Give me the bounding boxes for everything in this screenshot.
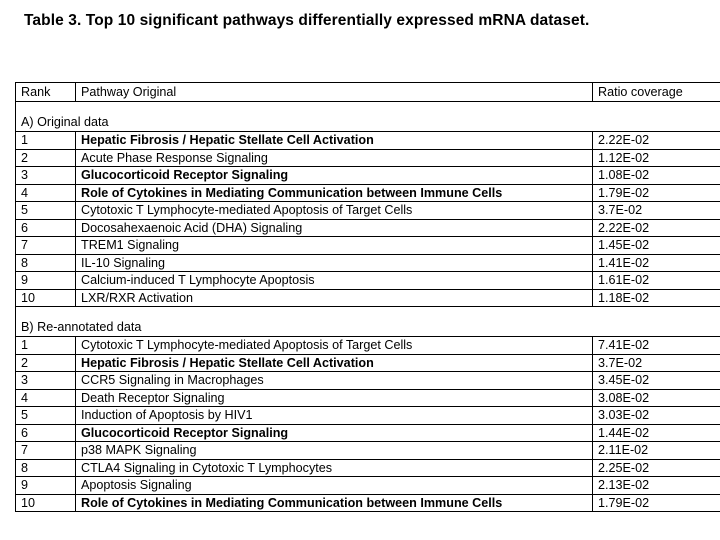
table-row [16,254,720,272]
reannotated-data-section-label: B) Re-annotated data [16,319,720,337]
pathway-cell: Glucocorticoid Receptor Signaling [76,424,593,442]
pathway-cell: TREM1 Signaling [76,237,593,255]
rank-cell: 8 [16,459,76,477]
rank-cell: 10 [16,289,76,307]
ratio-cell: 1.18E-02 [593,289,720,307]
pathways-table [15,82,720,512]
table-row [16,202,720,220]
pathway-cell: Acute Phase Response Signaling [76,149,593,167]
pathway-cell: Calcium-induced T Lymphocyte Apoptosis [76,272,593,290]
ratio-cell: 7.41E-02 [593,337,720,355]
table-row [16,272,720,290]
ratio-cell: 1.79E-02 [593,184,720,202]
pathway-cell: Role of Cytokines in Mediating Communication between Immune Cells [76,494,593,512]
table-row [16,167,720,185]
spacer-cell [16,102,720,115]
table-row [16,354,720,372]
table-row [16,132,720,150]
ratio-cell: 2.25E-02 [593,459,720,477]
rank-cell: 7 [16,237,76,255]
header-pathway: Pathway Original [76,83,593,102]
pathway-cell: Induction of Apoptosis by HIV1 [76,407,593,425]
table-row [16,184,720,202]
table-row [16,442,720,460]
ratio-cell: 2.13E-02 [593,477,720,495]
header-ratio: Ratio coverage [593,83,720,102]
original-data-section-row [16,114,720,132]
table-row [16,337,720,355]
rank-cell: 7 [16,442,76,460]
rank-cell: 2 [16,149,76,167]
pathway-cell: Role of Cytokines in Mediating Communication between Immune Cells [76,184,593,202]
rank-cell: 6 [16,424,76,442]
rank-cell: 2 [16,354,76,372]
table-row [16,477,720,495]
ratio-cell: 3.03E-02 [593,407,720,425]
pathway-cell: Docosahexaenoic Acid (DHA) Signaling [76,219,593,237]
table-row [16,372,720,390]
rank-cell: 3 [16,167,76,185]
spacer-cell [16,307,720,320]
ratio-cell: 2.11E-02 [593,442,720,460]
pathway-cell: CCR5 Signaling in Macrophages [76,372,593,390]
table-row [16,459,720,477]
ratio-cell: 2.22E-02 [593,219,720,237]
ratio-cell: 1.41E-02 [593,254,720,272]
table-row [16,424,720,442]
table-row [16,494,720,512]
rank-cell: 6 [16,219,76,237]
pathway-cell: Cytotoxic T Lymphocyte-mediated Apoptosis of Target Cells [76,337,593,355]
ratio-cell: 3.45E-02 [593,372,720,390]
ratio-cell: 1.44E-02 [593,424,720,442]
rank-cell: 9 [16,272,76,290]
rank-cell: 1 [16,337,76,355]
pathway-cell: Hepatic Fibrosis / Hepatic Stellate Cell Activation [76,132,593,150]
table-row [16,219,720,237]
rank-cell: 1 [16,132,76,150]
ratio-cell: 3.08E-02 [593,389,720,407]
table-row [16,407,720,425]
table-row [16,149,720,167]
table-row [16,289,720,307]
ratio-cell: 1.79E-02 [593,494,720,512]
table-body [16,83,720,512]
pathway-cell: Apoptosis Signaling [76,477,593,495]
pathway-cell: Death Receptor Signaling [76,389,593,407]
rank-cell: 3 [16,372,76,390]
pathway-cell: Hepatic Fibrosis / Hepatic Stellate Cell Activation [76,354,593,372]
rank-cell: 4 [16,389,76,407]
ratio-cell: 1.61E-02 [593,272,720,290]
header-row [16,83,720,102]
header-rank: Rank [16,83,76,102]
rank-cell: 4 [16,184,76,202]
ratio-cell: 3.7E-02 [593,354,720,372]
pathway-cell: Glucocorticoid Receptor Signaling [76,167,593,185]
rank-cell: 5 [16,202,76,220]
ratio-cell: 1.12E-02 [593,149,720,167]
ratio-cell: 2.22E-02 [593,132,720,150]
spacer-row [16,307,720,320]
ratio-cell: 3.7E-02 [593,202,720,220]
original-data-section-label: A) Original data [16,114,720,132]
rank-cell: 5 [16,407,76,425]
pathway-cell: IL-10 Signaling [76,254,593,272]
table-title: Table 3. Top 10 significant pathways differentially expressed mRNA dataset. [24,12,590,29]
table-row [16,237,720,255]
rank-cell: 10 [16,494,76,512]
rank-cell: 8 [16,254,76,272]
pathway-cell: LXR/RXR Activation [76,289,593,307]
pathway-cell: CTLA4 Signaling in Cytotoxic T Lymphocytes [76,459,593,477]
rank-cell: 9 [16,477,76,495]
spacer-row [16,102,720,115]
ratio-cell: 1.08E-02 [593,167,720,185]
pathway-cell: p38 MAPK Signaling [76,442,593,460]
pathway-cell: Cytotoxic T Lymphocyte-mediated Apoptosis of Target Cells [76,202,593,220]
ratio-cell: 1.45E-02 [593,237,720,255]
reannotated-data-section-row [16,319,720,337]
table-row [16,389,720,407]
